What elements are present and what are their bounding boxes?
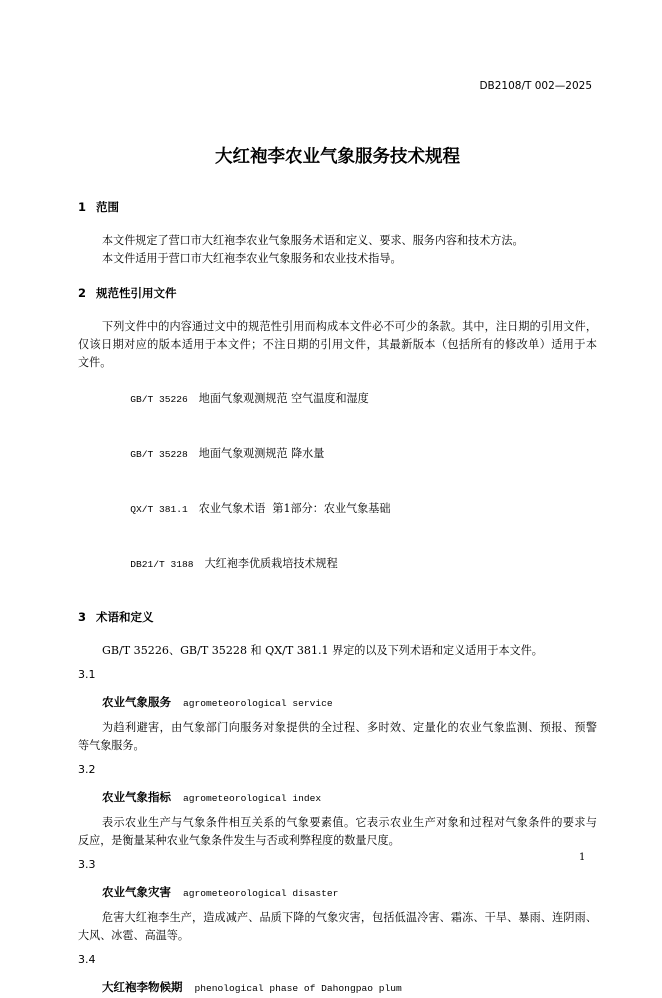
reference-item: [78, 482, 597, 537]
reference-code: GB/T 35226: [130, 394, 188, 405]
page-content: [78, 145, 597, 995]
term-definition: [78, 814, 597, 850]
reference-code: DB21/T 3188: [130, 559, 194, 570]
term-chinese: 大红袍李物候期: [102, 980, 183, 994]
term-english: agrometeorological index: [183, 793, 322, 804]
document-code: DB2108/T 002—2025: [479, 80, 592, 92]
term-english: phenological phase of Dahongpao plum: [194, 983, 402, 994]
section-scope: [78, 198, 597, 268]
term-entry: [78, 666, 597, 755]
term-entry: [78, 951, 597, 995]
document-title: 大红袍李农业气象服务技术规程: [215, 147, 460, 167]
section-heading: [78, 198, 597, 216]
reference-title: 大红袍李优质栽培技术规程: [204, 557, 338, 570]
term-name: [78, 787, 597, 805]
section-heading: [78, 608, 597, 626]
term-number: 3.3: [78, 858, 96, 871]
page-number: 1: [579, 852, 586, 863]
term-name: [78, 692, 597, 710]
term-name: [78, 977, 597, 995]
definition-line: 为趋利避害，由气象部门向服务对象提供的全过程、多时效、定量化的农业气象监测、预报、预警: [102, 721, 597, 734]
term-chinese: 农业气象指标: [102, 790, 171, 804]
reference-title: 农业气象术语 第1部分：农业气象基础: [198, 502, 391, 515]
reference-item: [78, 427, 597, 482]
reference-code: GB/T 35228: [130, 449, 188, 460]
paragraph-line: 本文件规定了营口市大红袍李农业气象服务术语和定义、要求、服务内容和技术方法。: [102, 234, 524, 247]
term-entry: [78, 856, 597, 945]
paragraph-line: GB/T 35226、GB/T 35228 和 QX/T 381.1 界定的以及下列术语和定义适用于本文件。: [102, 644, 543, 657]
reference-title: 地面气象观测规范 降水量: [198, 447, 325, 460]
definition-line: 反应，是衡量某种农业气象条件发生与否或利弊程度的数量尺度。: [78, 834, 400, 847]
term-name: [78, 882, 597, 900]
definition-line: 表示农业生产与气象条件相互关系的气象要素值。它表示农业生产对象和过程对气象条件的要求与: [102, 816, 597, 829]
term-entry: [78, 761, 597, 850]
term-english: agrometeorological disaster: [183, 888, 339, 899]
reference-code: QX/T 381.1: [130, 504, 188, 515]
term-number: 3.4: [78, 953, 96, 966]
definition-line: 危害大红袍李生产，造成减产、品质下降的气象灾害，包括低温冷害、霜冻、干旱、暴雨、连阴雨、: [102, 911, 597, 924]
section-number: 2: [78, 286, 87, 300]
reference-title: 地面气象观测规范 空气温度和湿度: [198, 392, 369, 405]
section-title: 术语和定义: [96, 610, 154, 624]
section-terms-and-definitions: [78, 608, 597, 995]
section-number: 3: [78, 610, 87, 624]
term-english: agrometeorological service: [183, 698, 333, 709]
paragraph-line: 本文件适用于营口市大红袍李农业气象服务和农业技术指导。: [102, 252, 402, 265]
definition-line: 等气象服务。: [78, 739, 145, 752]
section-normative-references: [78, 284, 597, 592]
section-title: 范围: [96, 200, 119, 214]
reference-item: [78, 537, 597, 592]
paragraph-line: 文件。: [78, 356, 112, 369]
paragraph-line: 下列文件中的内容通过文中的规范性引用而构成本文件必不可少的条款。其中，注日期的引用文件，: [102, 320, 597, 333]
reference-item: [78, 372, 597, 427]
section-number: 1: [78, 200, 87, 214]
term-definition: [78, 719, 597, 755]
term-chinese: 农业气象服务: [102, 695, 171, 709]
paragraph-line: 仅该日期对应的版本适用于本文件；不注日期的引用文件，其最新版本（包括所有的修改单）适用于本: [78, 338, 597, 351]
term-number: 3.2: [78, 763, 96, 776]
term-number: 3.1: [78, 668, 96, 681]
section-heading: [78, 284, 597, 302]
term-chinese: 农业气象灾害: [102, 885, 171, 899]
term-definition: [78, 909, 597, 945]
section-title: 规范性引用文件: [96, 286, 177, 300]
definition-line: 大风、冰雹、高温等。: [78, 929, 189, 942]
